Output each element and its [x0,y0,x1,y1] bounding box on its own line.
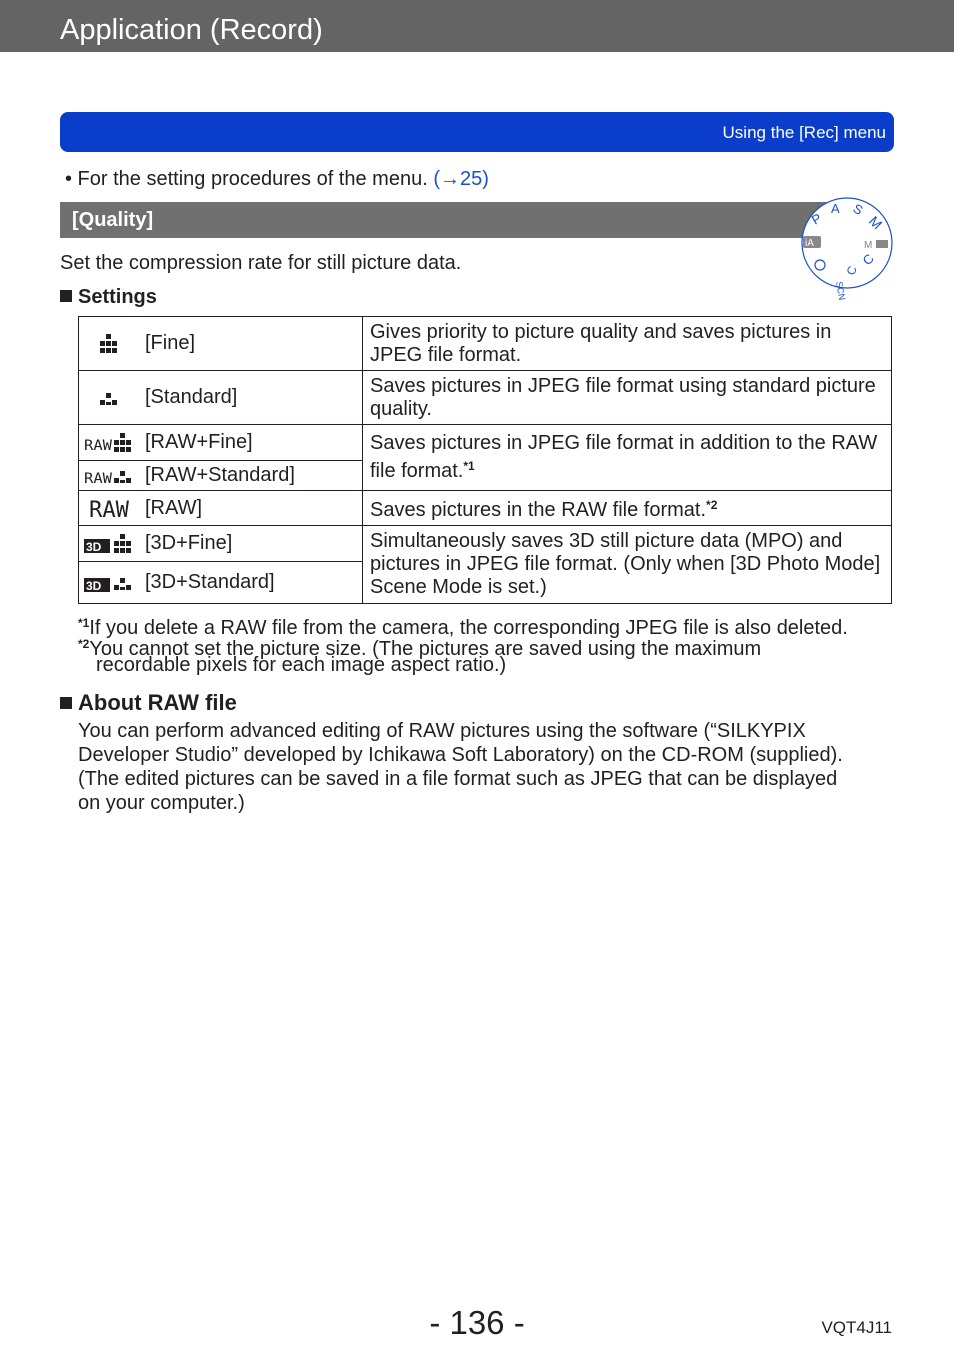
setting-name-cell [79,526,363,562]
mode-dial-icon [800,196,894,302]
intro-text: Set the compression rate for still picture data. [60,252,462,274]
setting-description: Saves pictures in JPEG file format using standard picture quality. [363,371,892,425]
svg-text:RAW: RAW [84,470,113,487]
table-row [79,526,892,562]
setting-name-cell [79,317,363,371]
quality-standard-icon [79,387,139,409]
about-raw-line: (The edited pictures can be saved in a file format such as JPEG that can be displayed [78,768,838,790]
note-text: • For the setting procedures of the menu. [65,168,434,190]
setting-label: [3D+Standard] [145,571,275,593]
setting-label: [RAW+Standard] [145,464,295,486]
menu-bar [60,112,894,152]
table-row [79,317,892,371]
raw-standard-icon [79,465,139,487]
setting-procedure-note [65,168,489,191]
svg-text:SCN: SCN [834,280,848,302]
square-bullet-icon [60,290,72,302]
footnote-text: If you delete a RAW file from the camera, the corresponding JPEG file is also deleted. [89,617,848,639]
page-reference-link[interactable]: (→25) [433,168,489,190]
raw-fine-icon [79,432,139,454]
settings-heading [60,286,157,309]
settings-table [78,316,892,604]
svg-text:P: P [809,210,825,228]
footnote-2-continued: recordable pixels for each image aspect ratio.) [96,654,507,676]
about-raw-line: You can perform advanced editing of RAW pictures using the software (“SILKYPIX [78,720,806,742]
settings-heading-text: Settings [78,286,157,308]
page-number: - 136 - [429,1304,525,1341]
footnote-mark: *1 [78,616,90,630]
footnote-mark: *2 [78,637,90,651]
menu-bar-label[interactable]: Using the [Rec] menu [722,123,886,142]
raw-icon [79,496,139,523]
setting-name-cell [79,461,363,491]
table-row [79,425,892,461]
section-title: [Quality] [72,209,154,231]
svg-text:A: A [831,201,840,216]
3d-fine-icon [79,533,139,555]
svg-text:3D: 3D [86,539,102,554]
setting-label: [RAW] [145,496,203,519]
setting-name-cell [79,562,363,604]
setting-name-cell [79,425,363,461]
about-raw-line: Developer Studio” developed by Ichikawa Soft Laboratory) on the CD-ROM (supplied). [78,744,843,766]
svg-text:iA: iA [805,238,814,249]
setting-label: [Standard] [145,386,238,408]
svg-text:RAW: RAW [84,437,113,454]
svg-text:C: C [859,250,877,269]
svg-text:M: M [865,212,886,233]
svg-text:M: M [864,240,873,251]
setting-description-text: Saves pictures in the RAW file format. [370,499,707,521]
setting-label: [RAW+Fine] [145,431,253,453]
document-code: VQT4J11 [821,1318,892,1337]
svg-text:RAW: RAW [89,498,130,523]
footnote-text: You cannot set the picture size. (The pictures are saved using the maximum [89,638,762,660]
svg-text:S: S [850,200,866,218]
about-raw-heading-text: About RAW file [78,690,237,715]
setting-name-cell [79,371,363,425]
about-raw-line: on your computer.) [78,792,245,814]
square-bullet-icon [60,697,72,709]
setting-description [363,491,892,526]
svg-text:3D: 3D [86,578,102,593]
table-row [79,491,892,526]
setting-description-text: Saves pictures in JPEG file format in addition to the RAW file format. [370,432,878,482]
3d-standard-icon [79,572,139,594]
header-bar [0,0,954,52]
setting-label: [3D+Fine] [145,532,233,554]
footnote-mark: *1 [463,459,475,473]
quality-fine-icon [79,333,139,355]
about-raw-body [78,719,908,815]
footnote-mark: *2 [706,498,718,512]
setting-description: Simultaneously saves 3D still picture data (MPO) and pictures in JPEG file format. (Only when [3D Photo Mode] Scene Mode is set.) [363,526,892,604]
setting-description [363,425,892,491]
section-bar [60,202,840,238]
table-row [79,371,892,425]
about-raw-heading [60,690,237,716]
setting-description: Gives priority to picture quality and saves pictures in JPEG file format. [363,317,892,371]
setting-name-cell [79,491,363,526]
page-header-title: Application (Record) [60,14,323,46]
svg-text:C: C [843,264,860,278]
setting-label: [Fine] [145,332,196,354]
